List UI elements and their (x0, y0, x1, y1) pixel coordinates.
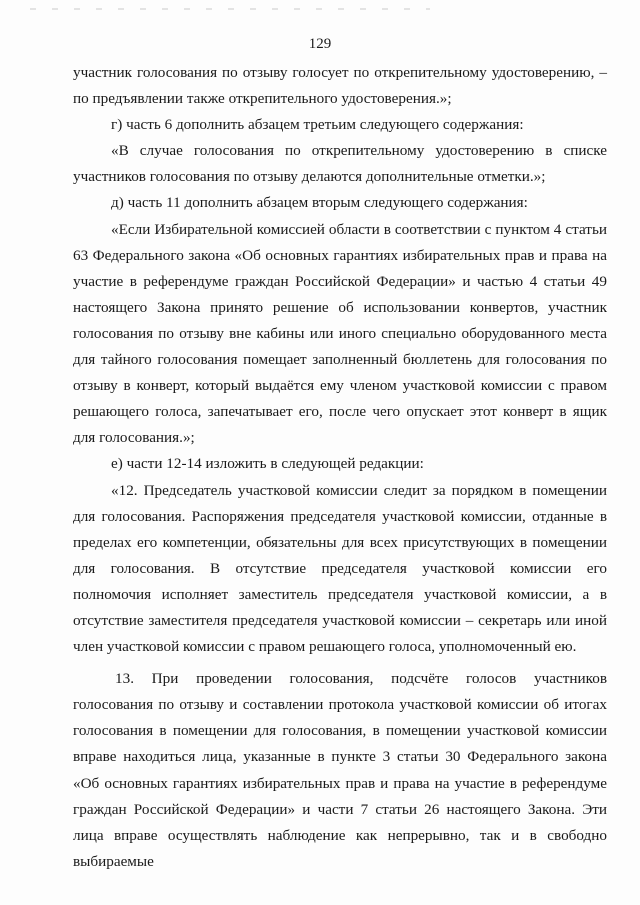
paragraph-section-13: 13. При проведении голосования, подсчёте голосов участников голосования по отзыву и составлении протокола участковой комиссии об итогах голосования в помещении для голосования, в помещении участковой комиссии вправе находиться лица, указанные в пункте 3 статьи 30 Федерального закона «Об основных гарантиях избирательных прав и права на участие в референдуме граждан Российской Федерации» и части 7 статьи 26 настоящего Закона. Эти лица вправе осуществлять наблюдение как непрерывно, так и в свободно выбираемые (73, 670, 607, 870)
paragraph-item-e: е) части 12-14 изложить в следующей редакции: (111, 455, 424, 473)
paragraph-item-d: д) часть 11 дополнить абзацем вторым следующего содержания: (111, 194, 528, 212)
scan-artifact (30, 8, 430, 10)
page-number: 129 (308, 36, 332, 52)
paragraph-quote-2: «Если Избирательной комиссией области в соответствии с пунктом 4 статьи 63 Федерального закона «Об основных гарантиях избирательных прав и права на участие в референдуме граждан Российской Федерации» и частью 4 статьи 49 настоящего Закона принято решение об использовании конвертов, участник голосования по отзыву вне кабины или иного специально оборудованного места для тайного голосования помещает заполненный бюллетень для голосования по отзыву в конверт, который выдаётся ему членом участковой комиссии с правом решающего голоса, запечатывает его, после чего опускает этот конверт в ящик для голосования.»; (73, 220, 607, 447)
paragraph-continuation: участник голосования по отзыву голосует по открепительному удостоверению, – по предъявлении также открепительного удостоверения.»; (73, 64, 607, 108)
document-body (73, 60, 607, 875)
paragraph-quote-1: «В случае голосования по открепительному удостоверению в списке участников голосования по отзыву делаются дополнительные отметки.»; (73, 142, 607, 186)
paragraph-section-12: «12. Председатель участковой комиссии следит за порядком в помещении для голосования. Распоряжения председателя участковой комиссии, отданные в пределах его компетенции, обязательны для всех присутствующих в помещении для голосования. В отсутствие председателя участковой комиссии его полномочия исполняет заместитель председателя участковой комиссии, а в отсутствие заместителя председателя участковой комиссии – секретарь или иной член участковой комиссии с правом решающего голоса, уполномоченный ею. (73, 481, 607, 656)
paragraph-item-g: г) часть 6 дополнить абзацем третьим следующего содержания: (111, 116, 524, 134)
